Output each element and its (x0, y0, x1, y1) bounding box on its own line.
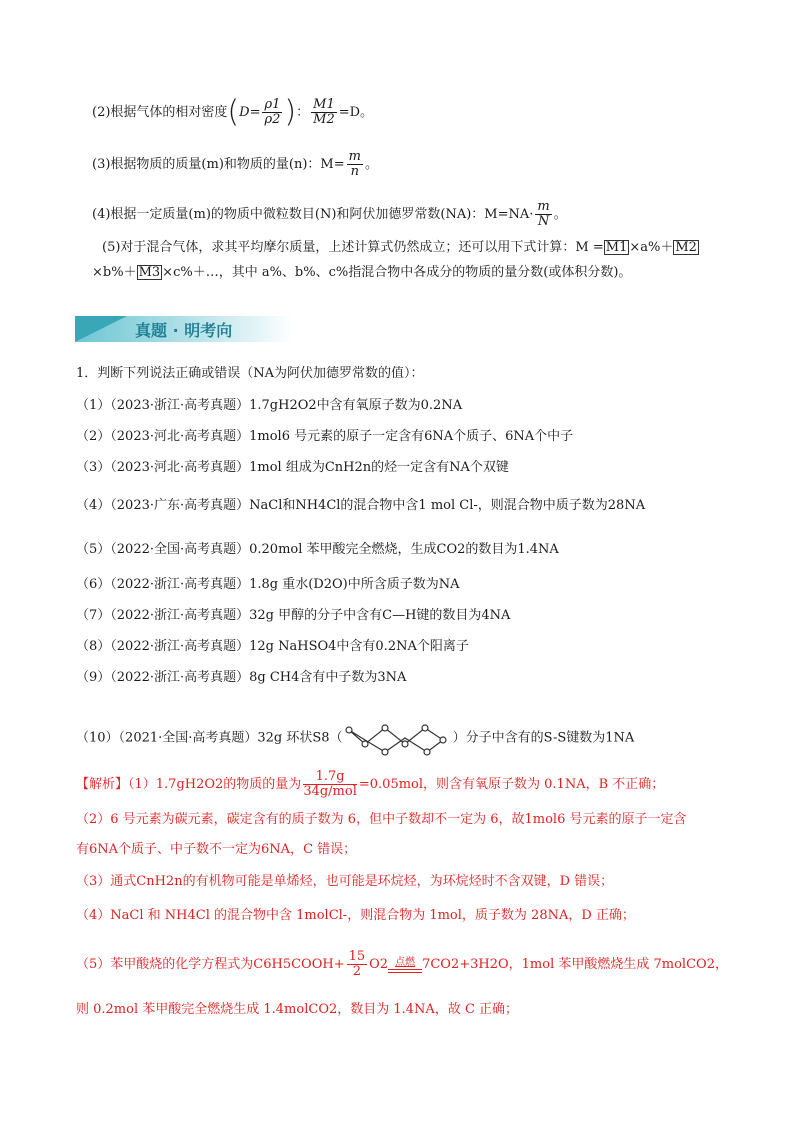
paren: ( (227, 94, 240, 130)
question-item: （8）（2022·浙江·高考真题）12g NaHSO4中含有0.2NA个阳离子 (76, 639, 469, 654)
text: ×c%＋…，其中 a%、b%、c%指混合物中各成分的物质的量分数(或体积分数)。 (162, 265, 632, 280)
text: ）分子中含有的S-S键数为1NA (452, 730, 635, 746)
var-d: D (239, 105, 250, 120)
question-stem: 1．判断下列说法正确或错误（NA为阿伏加德罗常数的值）： (76, 366, 424, 381)
formula-line-5b (92, 263, 631, 283)
boxed-m2: M2 (675, 240, 697, 255)
denominator: M2 (313, 112, 335, 127)
reaction-condition: 点燃 (395, 956, 416, 968)
text: ： (296, 105, 310, 120)
analysis-3: （3）通式CnH2n的有机物可能是单烯烃，也可能是环烷烃，为环烷烃时不含双键，D 错误； (76, 874, 614, 889)
text: =0.05mol，则含有氧原子数为 0.1NA，B 不正确； (358, 777, 665, 792)
question-item: （5）（2022·全国·高考真题）0.20mol 苯甲酸完全燃烧，生成CO2的数目为1.4NA (76, 542, 559, 557)
text: ×b%＋ (92, 265, 137, 280)
analysis-1 (76, 770, 664, 799)
numerator: m (537, 199, 550, 214)
text: =D。 (338, 105, 374, 120)
text: = (249, 105, 261, 120)
question-item: （2）（2023·河北·高考真题）1mol6 号元素的原子一定含有6NA个质子、6NA个中子 (76, 429, 574, 444)
section-banner (75, 316, 293, 342)
text: (5)对于混合气体，求其平均摩尔质量，上述计算式仍然成立；还可以用下式计算：M = (102, 240, 604, 255)
denominator: N (537, 214, 550, 229)
denominator: 2 (352, 964, 361, 979)
formula-line-5a (102, 238, 699, 258)
text: （10）（2021·全国·高考真题）32g 环状S8（ (76, 730, 343, 746)
text: 【解析】（1）1.7gH2O2的物质的量为 (76, 777, 302, 792)
text: （5）苯甲酸烧的化学方程式为C6H5COOH+ (76, 957, 345, 972)
analysis-5b: 则 0.2mol 苯甲酸完全燃烧生成 1.4molCO2，数目为 1.4NA，故 C 正确； (76, 1002, 519, 1017)
text: (4)根据一定质量(m)的物质中微粒数目(N)和阿伏加德罗常数(NA)：M=NA· (92, 207, 534, 222)
question-item: （4）（2023·广东·高考真题）NaCl和NH4Cl的混合物中含1 mol Cl-，则混合物中质子数为28NA (76, 498, 646, 513)
text: O2 (369, 957, 389, 972)
analysis-5 (76, 950, 728, 979)
boxed-m1: M1 (605, 240, 628, 255)
formula-line-2 (92, 94, 374, 130)
text: 。 (364, 157, 378, 172)
fraction (535, 200, 551, 229)
analysis-4: （4）NaCl 和 NH4Cl 的混合物中含 1molCl-，则混合物为 1mol，质子数为 28NA，D 正确； (76, 908, 635, 923)
equals-sign (388, 969, 422, 973)
question-item-10 (76, 718, 634, 758)
numerator: M1 (313, 97, 335, 112)
fraction-m (311, 98, 337, 127)
question-item: （1）（2023·浙江·高考真题）1.7gH2O2中含有氧原子数为0.2NA (76, 398, 463, 413)
numerator: ρ1 (264, 97, 281, 112)
question-item: （6）（2022·浙江·高考真题）1.8g 重水(D2O)中所含质子数为NA (76, 577, 460, 592)
denominator: ρ2 (264, 112, 281, 127)
fraction (347, 950, 368, 979)
s8-ring-icon (343, 718, 453, 758)
formula-line-4 (92, 200, 567, 229)
fraction (303, 770, 357, 799)
text: 。 (553, 207, 567, 222)
text: ×a%＋ (629, 240, 674, 255)
text: 7CO2+3H2O，1mol 苯甲酸燃烧生成 7molCO2， (422, 957, 728, 972)
denominator: n (350, 164, 359, 179)
denominator: 34g/mol (303, 784, 357, 799)
banner-accent (75, 316, 127, 342)
numerator: 1.7g (303, 770, 357, 785)
fraction-rho (262, 98, 282, 127)
analysis-2a: （2）6 号元素为碳元素，碳定含有的质子数为 6，但中子数却不一定为 6，故1mol6 号元素的原子一定含 (76, 812, 687, 827)
question-item: （7）（2022·浙江·高考真题）32g 甲醇的分子中含有C—H键的数目为4NA (76, 608, 511, 623)
text: (3)根据物质的质量(m)和物质的量(n)：M= (92, 157, 345, 172)
question-item: （3）（2023·河北·高考真题）1mol 组成为CnH2n的烃一定含有NA个双键 (76, 460, 509, 475)
numerator: m (348, 149, 361, 164)
numerator: 15 (348, 949, 366, 964)
text: (2)根据气体的相对密度 (92, 105, 228, 120)
paren: ) (284, 94, 297, 130)
reaction-arrow (388, 957, 422, 973)
analysis-2b: 有6NA个质子、中子数不一定为6NA，C 错误； (76, 842, 357, 857)
fraction (347, 150, 363, 179)
formula-line-3 (92, 150, 378, 179)
boxed-m3: M3 (138, 265, 161, 280)
section-title: 真题 · 明考向 (135, 321, 233, 340)
question-item: （9）（2022·浙江·高考真题）8g CH4含有中子数为3NA (76, 670, 407, 685)
